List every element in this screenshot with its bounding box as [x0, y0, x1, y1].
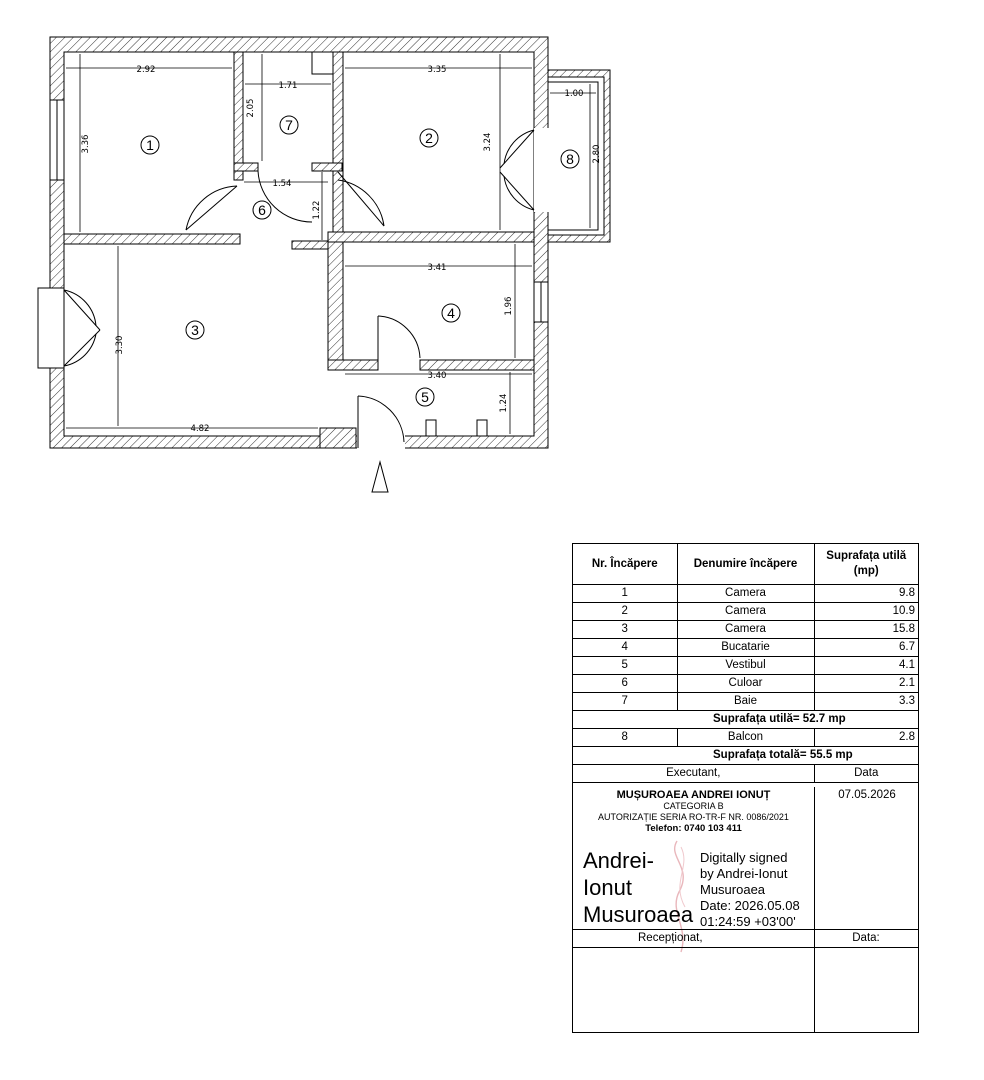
col-header-nr: Nr. Încăpere — [573, 544, 677, 585]
executant-phone: Telefon: 0740 103 411 — [645, 823, 742, 834]
room-number: 8 — [566, 151, 574, 167]
room-number: 2 — [425, 130, 433, 146]
dim-label: 3.30 — [115, 335, 125, 355]
cell-nr: 2 — [573, 603, 677, 621]
table-row — [573, 693, 918, 711]
door-balcony — [500, 130, 534, 210]
cell-area: 2.1 — [814, 675, 918, 693]
balcony-door-opening — [534, 128, 550, 212]
cell-name: Camera — [677, 603, 814, 621]
dim-label: 1.96 — [504, 296, 514, 316]
cell-name: Balcon — [677, 729, 814, 747]
cell-name: Vestibul — [677, 657, 814, 675]
cell-name: Camera — [677, 621, 814, 639]
cell-area: 2.8 — [814, 729, 918, 747]
dim-label: 3.36 — [81, 134, 91, 154]
signature-line: Musuroaea — [700, 882, 766, 897]
dim-label: 4.82 — [190, 424, 210, 434]
wall-7-bottom-right — [312, 163, 342, 171]
table-row — [573, 675, 918, 693]
cell-area: 4.1 — [814, 657, 918, 675]
wall-3-4 — [328, 242, 343, 370]
cell-name: Bucatarie — [677, 639, 814, 657]
wall-5-stub-a — [426, 420, 436, 436]
signature-info — [700, 850, 800, 930]
table-row — [573, 657, 918, 675]
wall-bottom-3-gap — [320, 428, 356, 448]
useful-total-label: Suprafața utilă= — [713, 713, 800, 725]
grand-total-value: 55.5 mp — [809, 749, 853, 761]
wall-7-2 — [333, 52, 343, 232]
room-table-sheet — [572, 543, 919, 1033]
door-room3-left — [38, 288, 100, 368]
cell-nr: 3 — [573, 621, 677, 639]
cell-nr: 4 — [573, 639, 677, 657]
wall-4-5-right — [420, 360, 534, 370]
signer-name — [583, 847, 693, 928]
wall-1-3 — [64, 234, 240, 244]
dim-label: 1.71 — [278, 81, 298, 91]
wall-corridor-stub — [292, 241, 328, 249]
room-number: 3 — [191, 322, 199, 338]
executant-category: CATEGORIA B — [663, 801, 724, 811]
cell-nr: 1 — [573, 585, 677, 603]
shaft-7 — [312, 52, 333, 74]
useful-total-row — [573, 711, 918, 729]
dim-label: 3.41 — [427, 263, 447, 273]
col-header-area: Suprafața utilă (mp) — [814, 544, 918, 585]
dim-label: 1.54 — [272, 179, 292, 189]
room-number: 7 — [285, 117, 293, 133]
door-room1 — [186, 186, 237, 230]
dim-label: 1.00 — [564, 89, 584, 99]
table-row — [573, 639, 918, 657]
cell-name: Baie — [677, 693, 814, 711]
executant-date: 07.05.2026 — [838, 789, 896, 801]
grand-total-label: Suprafața totală= — [713, 749, 807, 761]
cell-area: 6.7 — [814, 639, 918, 657]
signature-line: Digitally signed — [700, 850, 788, 865]
room-number: 4 — [447, 305, 455, 321]
useful-total-value: 52.7 mp — [802, 713, 846, 725]
cell-nr: 7 — [573, 693, 677, 711]
room-number: 5 — [421, 389, 429, 405]
signature-line: by Andrei-Ionut — [700, 866, 788, 881]
executant-header-row — [573, 765, 918, 783]
receptionat-row — [573, 929, 918, 948]
signature-line: Date: 2026.05.08 — [700, 898, 800, 913]
window-room4 — [534, 282, 548, 322]
executant-block — [573, 787, 814, 929]
dim-label: 2.92 — [136, 65, 156, 75]
col-header-name: Denumire încăpere — [677, 544, 814, 585]
wall-2-4 — [328, 232, 534, 242]
executant-name: MUȘUROAEA ANDREI IONUȚ — [616, 789, 771, 801]
entry-gap — [357, 434, 405, 450]
door-room2 — [338, 172, 384, 226]
cell-nr: 8 — [573, 729, 677, 747]
reception-area — [573, 947, 918, 1032]
room-table — [573, 544, 918, 783]
door-kitchen — [378, 316, 420, 368]
table-row — [573, 621, 918, 639]
cell-area: 9.8 — [814, 585, 918, 603]
floor-plan — [0, 0, 984, 520]
dim-label: 1.22 — [312, 200, 322, 220]
cell-nr: 5 — [573, 657, 677, 675]
cell-name: Culoar — [677, 675, 814, 693]
table-row — [573, 585, 918, 603]
room-number: 1 — [146, 137, 154, 153]
wall-1-7 — [234, 52, 243, 180]
data2-label: Data: — [852, 932, 880, 944]
dim-label: 2.05 — [246, 98, 256, 118]
receptionat-label: Recepționat, — [638, 932, 703, 944]
signer-line: Andrei- — [583, 848, 654, 873]
entrance-arrow-icon — [372, 462, 388, 492]
dim-label: 1.24 — [499, 393, 509, 413]
table-row-balcony — [573, 729, 918, 747]
wall-5-stub-b — [477, 420, 487, 436]
dim-label: 3.24 — [483, 132, 493, 152]
dim-label: 2.80 — [592, 144, 602, 164]
cell-area: 15.8 — [814, 621, 918, 639]
wall-7-bottom-left — [234, 163, 258, 171]
cell-area: 10.9 — [814, 603, 918, 621]
cell-nr: 6 — [573, 675, 677, 693]
wall-4-5-left — [328, 360, 378, 370]
data-label: Data — [814, 765, 918, 783]
executant-authorization: AUTORIZAȚIE SERIA RO-TR-F NR. 0086/2021 — [598, 812, 789, 822]
grand-total-row — [573, 747, 918, 765]
dim-label: 3.40 — [427, 371, 447, 381]
table-row — [573, 603, 918, 621]
signer-line: Musuroaea — [583, 902, 694, 927]
room-number: 6 — [258, 202, 266, 218]
cell-name: Camera — [677, 585, 814, 603]
cell-area: 3.3 — [814, 693, 918, 711]
executant-label: Executant, — [573, 765, 814, 783]
window-room1 — [50, 100, 64, 180]
signer-line: Ionut — [583, 875, 632, 900]
signature-line: 01:24:59 +03'00' — [700, 914, 796, 929]
date-block — [814, 787, 919, 929]
dim-label: 3.35 — [427, 65, 447, 75]
